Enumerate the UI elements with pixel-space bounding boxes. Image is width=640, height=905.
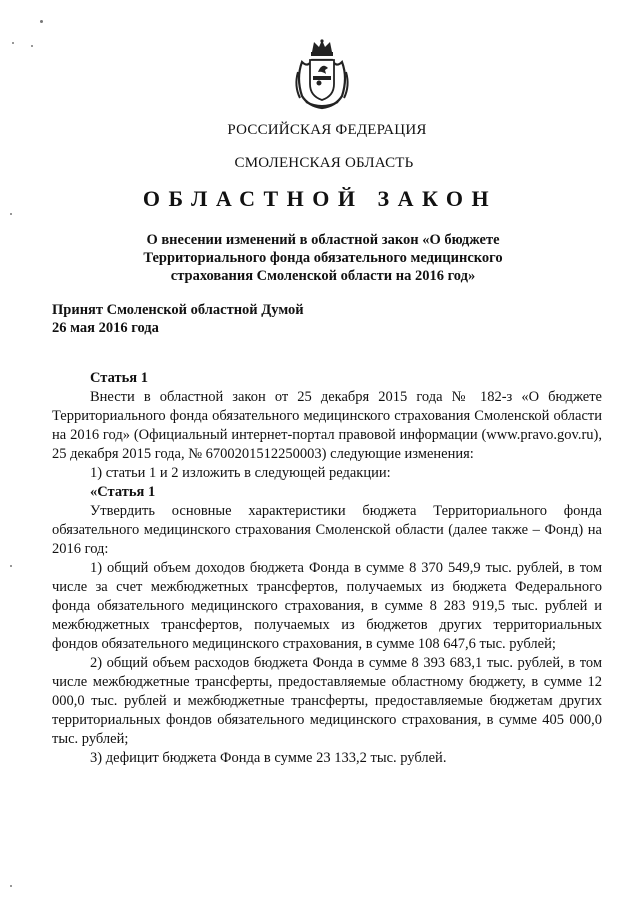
adopted-by: Принят Смоленской областной Думой (52, 302, 304, 318)
law-body (52, 369, 602, 768)
coat-of-arms-icon (292, 38, 352, 110)
scan-speck (10, 213, 12, 215)
article-heading: Статья 1 (90, 370, 148, 386)
quoted-article-heading: «Статья 1 (90, 484, 156, 500)
adoption-block (52, 301, 304, 337)
document-type-title: ОБЛАСТНОЙ ЗАКОН (142, 186, 498, 211)
body-paragraph: Утвердить основные характеристики бюджета Территориального фонда обязательного медицинского страхования Смоленской области (далее также – Фонд) на 2016 год: (52, 503, 602, 557)
budget-item: 3) дефицит бюджета Фонда в сумме 23 133,2 тыс. рублей. (90, 750, 447, 766)
scan-speck (12, 42, 14, 44)
budget-item: 1) общий объем доходов бюджета Фонда в сумме 8 370 549,9 тыс. рублей, в том числе за счет межбюджетных трансфертов, получаемых из бюджета Федерального фонда обязательного медицинского страхования, в сумме 8 283 919,5 тыс. рублей и межбюджетных трансфертов, получаемых из бюджетов других территориальных фондов обязательного медицинского страхования, в сумме 108 647,6 тыс. рублей; (52, 560, 602, 652)
country-heading: РОССИЙСКАЯ ФЕДЕРАЦИЯ (227, 122, 427, 138)
scan-speck (31, 45, 33, 47)
law-subtitle: О внесении изменений в областной закон «О бюджете Территориального фонда обязательного медицинского страхования Смоленской области на 2016 год» (143, 232, 503, 284)
budget-item: 2) общий объем расходов бюджета Фонда в сумме 8 393 683,1 тыс. рублей, в том числе межбюджетные трансферты, предоставляемые областному бюджету, в сумме 12 000,0 тыс. рублей и межбюджетные трансферты, предоставляемые бюджетам других территориальных фондов обязательного медицинского страхования, в сумме 405 000,0 тыс. рублей; (52, 655, 602, 747)
scan-speck (40, 20, 43, 23)
scan-speck (10, 565, 12, 567)
adoption-date: 26 мая 2016 года (52, 320, 159, 336)
body-paragraph: Внести в областной закон от 25 декабря 2015 года № 182-з «О бюджете Территориального фонда обязательного медицинского страхования Смоленской области на 2016 год» (Официальный интернет-портал правовой информации (www.pravo.gov.ru), 25 декабря 2015 года, № 6700201512250003) следующие изменения: (52, 389, 602, 462)
region-heading: СМОЛЕНСКАЯ ОБЛАСТЬ (234, 155, 414, 171)
amendment-item: 1) статьи 1 и 2 изложить в следующей редакции: (90, 465, 391, 481)
scan-speck (10, 885, 12, 887)
